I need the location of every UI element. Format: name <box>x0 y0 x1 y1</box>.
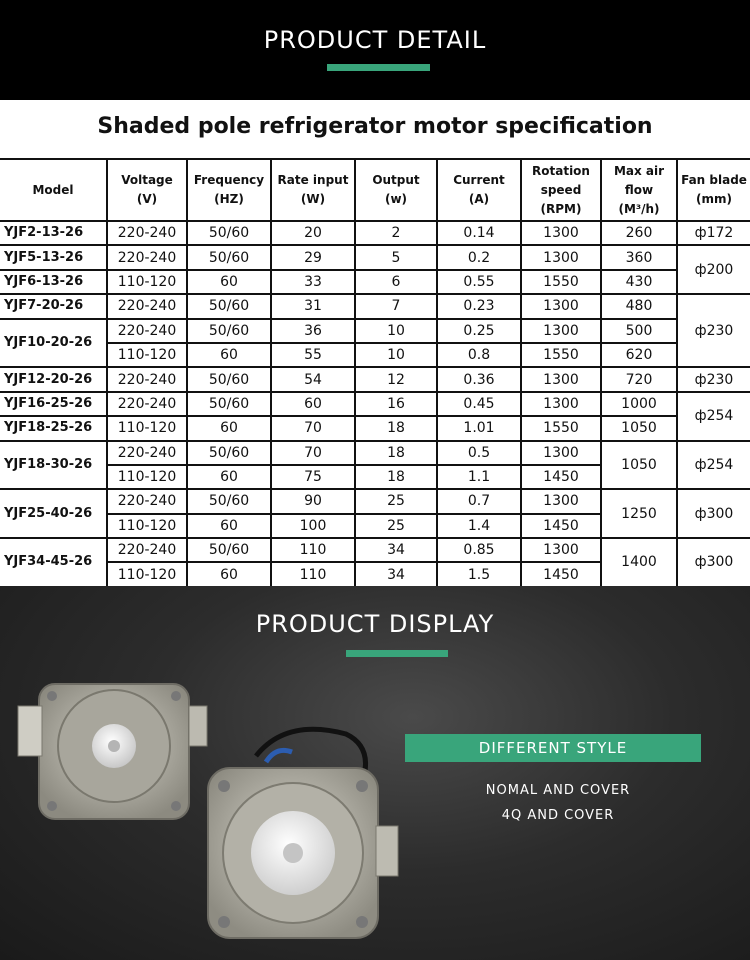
speed-cell: 1300 <box>521 538 601 562</box>
frequency-cell: 60 <box>187 270 271 294</box>
fan-blade-cell: ф172 <box>677 221 750 245</box>
voltage-cell: 220-240 <box>107 221 187 245</box>
voltage-cell: 220-240 <box>107 245 187 269</box>
output-cell: 2 <box>355 221 437 245</box>
col-header-output: Output (w) <box>355 159 437 221</box>
voltage-cell: 220-240 <box>107 392 187 416</box>
frequency-cell: 50/60 <box>187 441 271 465</box>
style-option-2: 4Q AND COVER <box>501 808 615 823</box>
different-style-badge: DIFFERENT STYLE <box>405 734 701 762</box>
product-display-section <box>0 586 750 960</box>
speed-cell: 1550 <box>521 416 601 440</box>
col-header-frequency: Frequency (HZ) <box>187 159 271 221</box>
output-cell: 25 <box>355 514 437 538</box>
model-cell: YJF25-40-26 <box>0 489 107 538</box>
current-cell: 1.5 <box>437 562 521 586</box>
col-header-current: Current (A) <box>437 159 521 221</box>
col-header-model: Model <box>0 159 107 221</box>
input-cell: 90 <box>271 489 355 513</box>
fan-blade-cell: ф300 <box>677 489 750 538</box>
table-row <box>0 245 750 269</box>
input-cell: 100 <box>271 514 355 538</box>
speed-cell: 1550 <box>521 343 601 367</box>
current-cell: 0.8 <box>437 343 521 367</box>
product-detail-header <box>0 0 750 100</box>
frequency-cell: 50/60 <box>187 538 271 562</box>
output-cell: 10 <box>355 343 437 367</box>
input-cell: 110 <box>271 538 355 562</box>
output-cell: 12 <box>355 367 437 391</box>
motor-photo-icon <box>14 646 224 826</box>
voltage-cell: 110-120 <box>107 562 187 586</box>
frequency-cell: 50/60 <box>187 221 271 245</box>
frequency-cell: 50/60 <box>187 245 271 269</box>
speed-cell: 1300 <box>521 319 601 343</box>
output-cell: 10 <box>355 319 437 343</box>
fan-blade-cell: ф230 <box>677 294 750 367</box>
speed-cell: 1450 <box>521 514 601 538</box>
speed-cell: 1550 <box>521 270 601 294</box>
frequency-cell: 60 <box>187 416 271 440</box>
display-accent-bar <box>346 650 448 657</box>
fan-blade-cell: ф254 <box>677 441 750 490</box>
model-cell: YJF2-13-26 <box>0 221 107 245</box>
voltage-cell: 110-120 <box>107 343 187 367</box>
input-cell: 36 <box>271 319 355 343</box>
input-cell: 54 <box>271 367 355 391</box>
voltage-cell: 220-240 <box>107 538 187 562</box>
voltage-cell: 110-120 <box>107 465 187 489</box>
output-cell: 5 <box>355 245 437 269</box>
frequency-cell: 50/60 <box>187 294 271 318</box>
speed-cell: 1300 <box>521 367 601 391</box>
input-cell: 55 <box>271 343 355 367</box>
input-cell: 31 <box>271 294 355 318</box>
table-row <box>0 343 750 367</box>
speed-cell: 1300 <box>521 441 601 465</box>
voltage-cell: 220-240 <box>107 367 187 391</box>
col-header-voltage: Voltage (V) <box>107 159 187 221</box>
title-accent-bar <box>327 64 430 71</box>
airflow-cell: 1050 <box>601 441 677 490</box>
table-row <box>0 416 750 440</box>
output-cell: 16 <box>355 392 437 416</box>
speed-cell: 1300 <box>521 294 601 318</box>
fan-blade-cell: ф230 <box>677 367 750 391</box>
frequency-cell: 60 <box>187 465 271 489</box>
current-cell: 0.25 <box>437 319 521 343</box>
frequency-cell: 50/60 <box>187 392 271 416</box>
airflow-cell: 360 <box>601 245 677 269</box>
speed-cell: 1450 <box>521 562 601 586</box>
table-row <box>0 367 750 391</box>
frequency-cell: 50/60 <box>187 319 271 343</box>
input-cell: 29 <box>271 245 355 269</box>
model-cell: YJF18-30-26 <box>0 441 107 490</box>
current-cell: 1.1 <box>437 465 521 489</box>
model-cell: YJF5-13-26 <box>0 245 107 269</box>
model-cell: YJF7-20-26 <box>0 294 107 318</box>
speed-cell: 1300 <box>521 489 601 513</box>
product-display-title: PRODUCT DISPLAY <box>255 610 495 638</box>
output-cell: 18 <box>355 465 437 489</box>
col-header-rotation-speed: Rotation speed (RPM) <box>521 159 601 221</box>
table-row <box>0 319 750 343</box>
output-cell: 34 <box>355 562 437 586</box>
input-cell: 70 <box>271 441 355 465</box>
output-cell: 25 <box>355 489 437 513</box>
current-cell: 1.01 <box>437 416 521 440</box>
table-row <box>0 392 750 416</box>
col-header-max-air-flow: Max air flow (M³/h) <box>601 159 677 221</box>
voltage-cell: 110-120 <box>107 270 187 294</box>
current-cell: 0.2 <box>437 245 521 269</box>
frequency-cell: 50/60 <box>187 367 271 391</box>
current-cell: 0.55 <box>437 270 521 294</box>
speed-cell: 1300 <box>521 392 601 416</box>
voltage-cell: 220-240 <box>107 294 187 318</box>
table-row <box>0 294 750 318</box>
speed-cell: 1300 <box>521 221 601 245</box>
table-row <box>0 441 750 465</box>
airflow-cell: 500 <box>601 319 677 343</box>
output-cell: 18 <box>355 416 437 440</box>
spec-table <box>0 158 750 588</box>
motor-photo-icon <box>196 716 406 956</box>
current-cell: 0.5 <box>437 441 521 465</box>
airflow-cell: 480 <box>601 294 677 318</box>
model-cell: YJF18-25-26 <box>0 416 107 440</box>
current-cell: 0.7 <box>437 489 521 513</box>
output-cell: 6 <box>355 270 437 294</box>
model-cell: YJF16-25-26 <box>0 392 107 416</box>
speed-cell: 1450 <box>521 465 601 489</box>
fan-blade-cell: ф300 <box>677 538 750 587</box>
table-header-row <box>0 159 750 221</box>
frequency-cell: 60 <box>187 562 271 586</box>
model-cell: YJF6-13-26 <box>0 270 107 294</box>
input-cell: 110 <box>271 562 355 586</box>
airflow-cell: 430 <box>601 270 677 294</box>
input-cell: 75 <box>271 465 355 489</box>
input-cell: 60 <box>271 392 355 416</box>
voltage-cell: 220-240 <box>107 319 187 343</box>
current-cell: 0.45 <box>437 392 521 416</box>
input-cell: 33 <box>271 270 355 294</box>
current-cell: 0.85 <box>437 538 521 562</box>
airflow-cell: 1050 <box>601 416 677 440</box>
frequency-cell: 60 <box>187 514 271 538</box>
frequency-cell: 60 <box>187 343 271 367</box>
airflow-cell: 1400 <box>601 538 677 587</box>
airflow-cell: 620 <box>601 343 677 367</box>
product-detail-title: PRODUCT DETAIL <box>263 26 487 54</box>
table-row <box>0 489 750 513</box>
model-cell: YJF34-45-26 <box>0 538 107 587</box>
output-cell: 18 <box>355 441 437 465</box>
col-header-fan-blade: Fan blade (mm) <box>677 159 750 221</box>
table-row <box>0 221 750 245</box>
col-header-rate-input: Rate input (W) <box>271 159 355 221</box>
airflow-cell: 720 <box>601 367 677 391</box>
style-option-1: NOMAL AND COVER <box>485 783 631 798</box>
voltage-cell: 220-240 <box>107 441 187 465</box>
input-cell: 70 <box>271 416 355 440</box>
current-cell: 0.23 <box>437 294 521 318</box>
input-cell: 20 <box>271 221 355 245</box>
spec-title: Shaded pole refrigerator motor specification <box>97 114 653 139</box>
fan-blade-cell: ф200 <box>677 245 750 294</box>
voltage-cell: 220-240 <box>107 489 187 513</box>
output-cell: 7 <box>355 294 437 318</box>
voltage-cell: 110-120 <box>107 514 187 538</box>
current-cell: 0.36 <box>437 367 521 391</box>
output-cell: 34 <box>355 538 437 562</box>
table-row <box>0 270 750 294</box>
table-row <box>0 538 750 562</box>
fan-blade-cell: ф254 <box>677 392 750 441</box>
airflow-cell: 260 <box>601 221 677 245</box>
current-cell: 0.14 <box>437 221 521 245</box>
model-cell: YJF12-20-26 <box>0 367 107 391</box>
current-cell: 1.4 <box>437 514 521 538</box>
speed-cell: 1300 <box>521 245 601 269</box>
model-cell: YJF10-20-26 <box>0 319 107 368</box>
frequency-cell: 50/60 <box>187 489 271 513</box>
voltage-cell: 110-120 <box>107 416 187 440</box>
airflow-cell: 1000 <box>601 392 677 416</box>
airflow-cell: 1250 <box>601 489 677 538</box>
